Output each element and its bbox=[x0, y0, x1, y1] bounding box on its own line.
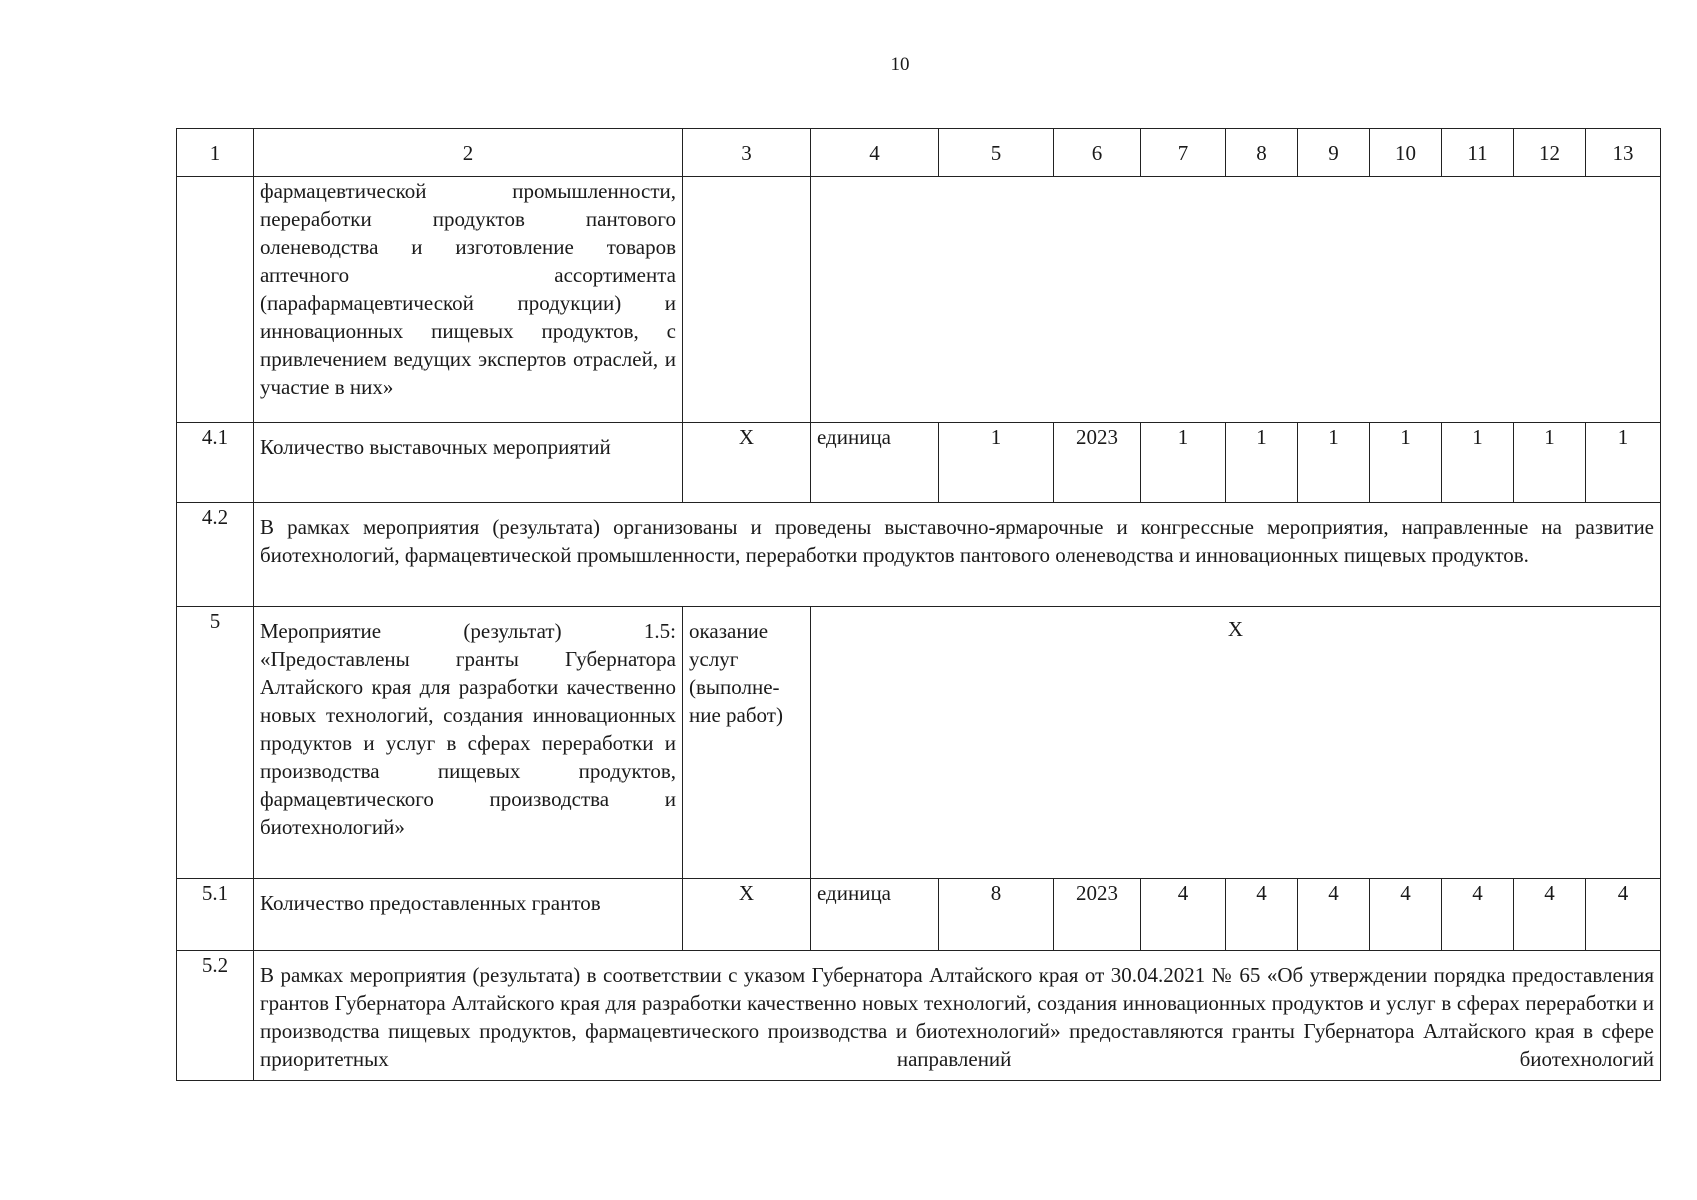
value-cell: 4 bbox=[1298, 879, 1370, 951]
value-cell: 4 bbox=[1586, 879, 1661, 951]
row-number-cell: 4.1 bbox=[177, 423, 254, 503]
indicator-name-cell: Количество предоставленных грантов bbox=[254, 879, 683, 951]
column-number-header: 9 bbox=[1298, 129, 1370, 177]
value-cell: 1 bbox=[1442, 423, 1514, 503]
page-number: 10 bbox=[890, 54, 910, 75]
column-number-row bbox=[177, 129, 1661, 177]
table-row-4-2 bbox=[177, 503, 1661, 607]
type-cell: Х bbox=[683, 423, 811, 503]
table-row-5-1 bbox=[177, 879, 1661, 951]
result-description-cell: В рамках мероприятия (результата) в соответствии с указом Губернатора Алтайского края от 30.04.2021 № 65 «Об утверждении порядка предоставления грантов Губернатора Алтайского края для разработки качественно новых технологий, создания инновационных продуктов и услуг в сферах переработки и производства пищевых продуктов, фармацевтического производства и биотехнологий» предоставляются гранты Губернатора Алтайского края в сфере приоритетных направлений биотехнологий bbox=[254, 951, 1661, 1081]
column-number-header: 5 bbox=[939, 129, 1054, 177]
result-description-cell: В рамках мероприятия (результата) организованы и проведены выставочно-ярмарочные и конгрессные мероприятия, направленные на развитие биотехнологий, фармацевтической промышленности, переработки продуктов пантового оленеводства и инновационных пищевых продуктов. bbox=[254, 503, 1661, 607]
column-number-header: 11 bbox=[1442, 129, 1514, 177]
column-number-header: 10 bbox=[1370, 129, 1442, 177]
value-cell: 1 bbox=[1370, 423, 1442, 503]
row-number-cell: 5 bbox=[177, 607, 254, 879]
row-number-cell: 4.2 bbox=[177, 503, 254, 607]
value-cell: 4 bbox=[1226, 879, 1298, 951]
value-cell: 1 bbox=[1586, 423, 1661, 503]
value-cell: 4 bbox=[1442, 879, 1514, 951]
table-row-4-1 bbox=[177, 423, 1661, 503]
value-cell: 4 bbox=[1514, 879, 1586, 951]
event-name-cell: Мероприятие (результат) 1.5: «Предоставлены гранты Губернатора Алтайского края для разработки качественно новых технологий, создания инновационных продуктов и услуг в сферах переработки и производства пищевых продуктов, фармацевтического производства и биотехнологий» bbox=[254, 607, 683, 879]
row-number-cell: 5.2 bbox=[177, 951, 254, 1081]
column-number-header: 13 bbox=[1586, 129, 1661, 177]
row-number-cell: 5.1 bbox=[177, 879, 254, 951]
base-year-cell: 2023 bbox=[1054, 423, 1141, 503]
value-cell: 1 bbox=[1226, 423, 1298, 503]
table-row-5-2 bbox=[177, 951, 1661, 1081]
indicator-name-cell: Количество выставочных мероприятий bbox=[254, 423, 683, 503]
unit-cell: единица bbox=[811, 423, 939, 503]
unit-cell: единица bbox=[811, 879, 939, 951]
column-number-header: 12 bbox=[1514, 129, 1586, 177]
merged-x-cell: Х bbox=[811, 607, 1661, 879]
column-number-header: 8 bbox=[1226, 129, 1298, 177]
row-number-cell bbox=[177, 177, 254, 423]
column-number-header: 1 bbox=[177, 129, 254, 177]
value-cell: 4 bbox=[1141, 879, 1226, 951]
base-year-cell: 2023 bbox=[1054, 879, 1141, 951]
column-number-header: 7 bbox=[1141, 129, 1226, 177]
table-row-5 bbox=[177, 607, 1661, 879]
base-value-cell: 1 bbox=[939, 423, 1054, 503]
type-cell: Х bbox=[683, 879, 811, 951]
value-cell: 4 bbox=[1370, 879, 1442, 951]
base-value-cell: 8 bbox=[939, 879, 1054, 951]
value-cell: 1 bbox=[1514, 423, 1586, 503]
empty-merged-cell bbox=[811, 177, 1661, 423]
continued-name-cell: фармацевтической промышленности, переработки продуктов пантового оленеводства и изготовление товаров аптечного ассортимента (парафармацевтической продукции) и инновационных пищевых продуктов, с привлечением ведущих экспертов отраслей, и участие в них» bbox=[254, 177, 683, 423]
column-number-header: 6 bbox=[1054, 129, 1141, 177]
column-number-header: 4 bbox=[811, 129, 939, 177]
column-number-header: 2 bbox=[254, 129, 683, 177]
value-cell: 1 bbox=[1298, 423, 1370, 503]
column-number-header: 3 bbox=[683, 129, 811, 177]
event-type-cell: оказание услуг (выполне-ние работ) bbox=[683, 607, 811, 879]
empty-cell bbox=[683, 177, 811, 423]
value-cell: 1 bbox=[1141, 423, 1226, 503]
indicators-table bbox=[176, 128, 1661, 1081]
table-row-continuation bbox=[177, 177, 1661, 423]
